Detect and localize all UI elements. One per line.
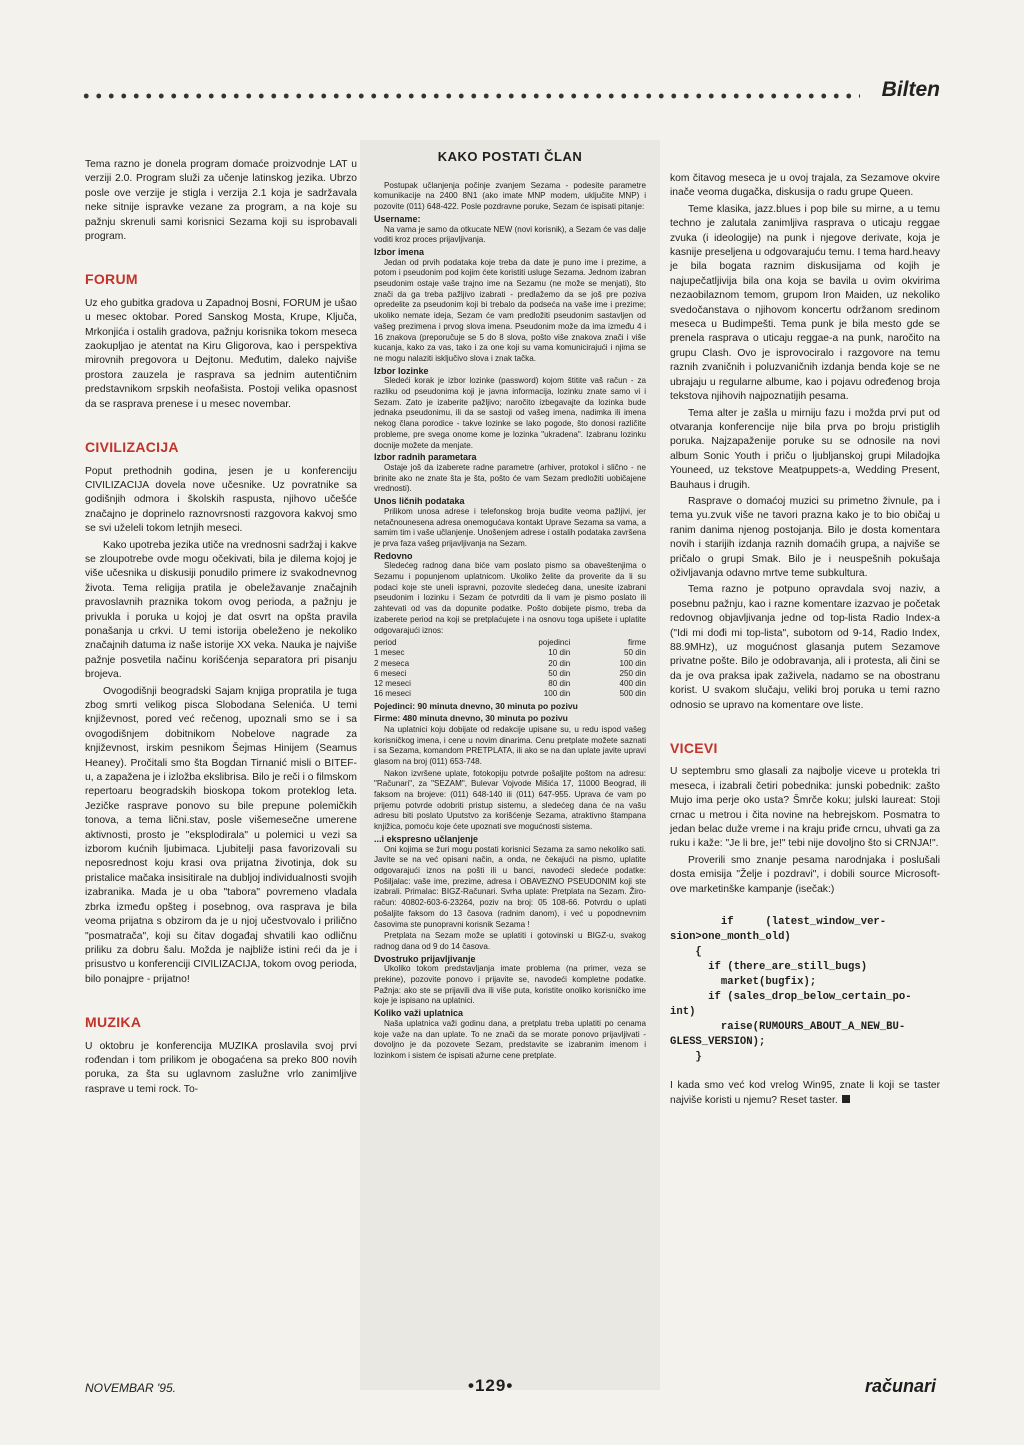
table-row <box>374 648 646 658</box>
left-column <box>85 158 357 1099</box>
lozinke-paragraph: Sledeći korak je izbor lozinke (password) kojom štitite vaš račun - za razliku od pseudonima koji je javna informacija, lozinku znate samo vi i Sezam. Zato je izaberite pažljivo; naročito izbegavajte da lozinka bude jednaka pseudonimu, ili da se sastoji od vašeg imena, nadimka ili imena nekog člana porodice - takve lozinke se lako pogode, što donosi različite probleme, pre svega onome kome je lozinka "ukradena". Izabranu lozinku docnije možete da menjate. <box>374 376 646 450</box>
right-paragraph-2: Teme klasika, jazz.blues i pop bile su mirne, a u temu techno je zalutala zanimljiva rasprava o uticaju reggae zvuka (i ideologije) na punk i njegove derivate, koja je kasnije preseljena u odgovarajuću temu. I tema hard.heavy je bila bogata raznim diskusijama od kojih je najupečatljivija bila ona koja se bavila u ovim okvirima nezaobilaznom temom, grupom Iron Maiden, uz nekoliko svedočanstava o njihovom koncertu održanom sredinom meseca u Budimpešti. Tema punk je bila mesto gde se prenela rasprava o uticaju reggae-a na punk, naročito na grupu Clash. Ovo je isprovociralo i razgovore na temu raznih zvaničnih i poluzvaničnih izdanja benda koje se ne ubrajaju u regularne albume, kao i pojavu određenog broja tekstova njihovih najpoznatijih pesama. <box>670 203 940 403</box>
price-header-pojedinci: pojedinci <box>538 638 571 648</box>
price-cell: 10 din <box>548 648 571 658</box>
price-cell: 100 din <box>619 658 646 668</box>
table-row <box>374 679 646 689</box>
sidebar-title: KAKO POSTATI ČLAN <box>437 149 583 164</box>
nakon-paragraph: Nakon izvršene uplate, fotokopiju potvrde pošaljite poštom na adresu: "Računari", za "SEZAM", Bulevar Vojvode Mišića 17, 11000 Beograd, ili faksom na brojeve: (011) 648-140 ili (011) 647-955. Uprava će vam po prijemu potvrde odobriti pristup sistemu, a sledećeg dana će na vašu adresu biti poslato Uputstvo za korišćenje Sezama, atraktivno štampana knjižica, pomoću koje ćete upoznati sve mogućnosti sistema. <box>374 768 646 832</box>
code-snippet: if (latest_window_ver- sion>one_month_old) { if (there_are_still_bugs) market(bugfix); if (sales_drop_below_certain_po- int) raise(RUMOURS_ABOUT_A_NEW_BU- GLESS_VERSION); } <box>670 916 912 1064</box>
table-row <box>374 669 646 679</box>
forum-paragraph: Uz eho gubitka gradova u Zapadnoj Bosni, FORUM je ušao u mesec oktobar. Pored Sanskog Mosta, Krupe, Ključa, Mrkonjića i ostalih gradova, pažnju korisnika tokom meseca zaokupljao je atentat na Kiru Gligorova, kao i perspektiva mirovnih pregovora u Dejtonu. Međutim, daleko najviše prostora zauzela je rasprava sa jednim autentičnim predstavnikom srpskih neofašista. Postoji velika opasnost da se rasprava prenese i u mesec novembar. <box>85 297 357 410</box>
footer-date: NOVEMBAR '95. <box>85 1381 176 1395</box>
uplatnici-paragraph: Na uplatnici koju dobijate od redakcije upisane su, u redu ispod vašeg korisničkog imena, i cene u novim dinarima. Cenu pretplate možete saznati i sa Sezama, komandom PRETPLATA, ili ako se na dan uplate javite upravi glasom na broj (011) 653-748. <box>374 724 646 766</box>
ekspresno-paragraph: Oni kojima se žuri mogu postati korisnici Sezama za samo nekoliko sati. Javite se na već opisani način, a onda, ne čekajući na pismo, uplatite odgovarajući iznos na pošti ili u banci, navodeći sledeće podatke: Pošiljalac: vaše ime, prezime, adresa i OBAVEZNO PSEUDONIM koji ste izabrali. Primalac: BIGZ-Računari. Svrha uplate: Pretplata na Sezam. Žiro-račun: 40802-603-6-23264, poziv na broj: 05 108-66. Potvrdu o uplati pošaljite faksom do 13 časova (radnim danom), i već u popodnevnim časovima ste punopravni korisnik Sezama ! <box>374 844 646 929</box>
table-row <box>374 659 646 669</box>
dvostruko-paragraph: Ukoliko tokom predstavljanja imate problema (na primer, veza se prekine), pozovite ponovo i prijavite se, navodeći kompletne podatke. Pažnja: ako ste se prijavili dva ili više puta, koristite onoliko korisničko ime koje je ispisano na uplatnici. <box>374 964 646 1006</box>
price-cell: 100 din <box>543 689 571 699</box>
price-header-period: period <box>374 638 397 648</box>
licnih-heading: Unos ličnih podataka <box>374 496 465 507</box>
price-cell: 250 din <box>619 668 646 678</box>
vicevi-paragraph-2: Proverili smo znanje pesama narodnjaka i poslušali dosta emisija "Želje i pozdravi", i dobili source Microsoft-ove marketinške kampanje (isečak:) <box>670 854 940 895</box>
ime-heading: Izbor imena <box>374 246 425 257</box>
civ-paragraph-1: Poput prethodnih godina, jesen je u konferenciju CIVILIZACIJA dovela nove učesnike. Uz povratnike sa godišnjih odmora i školskih raspusta, njihovo učešće značajno je doprinelo raznovrsnosti razgovora kakvoj smo se svi uželeli tokom letnjih meseci. <box>85 465 357 535</box>
sidebar-intro: Postupak učlanjenja počinje zvanjem Sezama - podesite parametre komunikacije na 2400 8N1 (ako imate MNP modem, uključite MNP) i pozovite (011) 648-422. Posle pozdravne poruke, Sezam će ispisati pitanje: <box>374 180 646 212</box>
intro-paragraph: Tema razno je donela program domaće proizvodnje LAT u verziji 2.0. Program služi za učenje latinskog jezika. Ubrzo posle ove verzije je stigla i verzija 2.1 koja je sadržavala neke sitnije ispravke vezane za program, a na koje su pažnju skrenuli sami korisnici Sezama koji su isprobavali program. <box>85 159 357 243</box>
price-cell: 2 meseca <box>374 658 410 668</box>
civ-paragraph-2: Kako upotreba jezika utiče na vrednosni sadržaj i kakve se zloupotrebe ovde mogu očekivati, bila je dilema kojoj je više učesnika u diskusiji ponudilo primere iz svakodnevnog života. Tema religija pratila je obeležavanje značajnih pravoslavnih praznika tokom ovog perioda, a pažnju je privukla i poruka u kojoj je dat osvrt na opšta pravila ponašanja u crkvi. U temi istorija obeleženo je nekoliko značajnih datuma iz naše istorije XX veka. Nauka je najviše pažnje posvetila načinu korišćenja separatora pri pisanju brojeva. <box>85 539 357 681</box>
username-heading: Username: <box>374 213 421 224</box>
firme-limit: Firme: 480 minuta dnevno, 30 minuta po pozivu <box>374 713 568 724</box>
price-cell: 50 din <box>548 668 571 678</box>
price-cell: 12 meseci <box>374 679 411 689</box>
price-table <box>374 638 646 699</box>
muzika-paragraph: U oktobru je konferencija MUZIKA proslavila svoj prvi rođendan i tom prilikom je obogaćena sa preko 800 novih poruka, za šta su uglavnom zaslužne vrlo zanimljive rasprave u temi rock. To- <box>85 1040 357 1095</box>
closing-text: I kada smo već kod vrelog Win95, znate li koji se taster najviše koristi u njemu? Reset taster. <box>670 1080 940 1106</box>
price-header-row <box>374 638 646 648</box>
redovno-paragraph: Sledećeg radnog dana biće vam poslato pismo sa obaveštenjima o Sezamu i popunjenom uplatnicom. Ukoliko želite da proverite da li su podaci koje ste uneli ispravni, pozovite sledećeg dana, unesite izabrani pseudonim i lozinku i Sezam će potvrditi da li vam je pismo poslato ili zahtevati od vas da dopunite podatke. Pošto dobijete pismo, treba da izaberete period na koji se pretplaćujete i na osnovu toga upišete i uplatite odgovarajući iznos: <box>374 561 646 635</box>
price-cell: 6 meseci <box>374 668 407 678</box>
right-paragraph-4: Rasprave o domaćoj muzici su primetno živnule, pa i tema yu.zvuk više ne tavori prazna kako je to bio običaj u ranim danima njenog postojanja. Bilo je dosta komentara novih i starijih izdanja raznih domaćih grupa, a najviše se pričalo o grupi Smak. Bilo je i neuspešnih pokušaja oživljavanja odavno mrtve teme subkultura. <box>670 495 940 579</box>
right-paragraph-5: Tema razno je potpuno opravdala svoj naziv, a posebnu pažnju, kao i razne komentare izazvao je početak redovnog objavljivanja jedne od top-lista Radio Index-a ("Idi mi dođi mi top-lista", subotom od 9-14, Radio Index, 88.9MHz), uz mogućnost glasanja putem Sezamove privatne pošte. Bilo je odobravanja, ali i protesta, ali čini se da je ova praksa ipak zaživela, nadamo se na obostranu korist. U svakom slučaju, veliki broj poruka u temi razno odnosio se upravo na komentare ove liste. <box>670 584 940 711</box>
page-header <box>80 78 940 118</box>
price-cell: 400 din <box>619 679 646 689</box>
table-row <box>374 689 646 699</box>
price-cell: 1 mesec <box>374 648 405 658</box>
pretplata-paragraph: Pretplata na Sezam može se uplatiti i gotovinski u BIGZ-u, svakog radnog dana od 9 do 14 časova. <box>374 931 646 951</box>
username-paragraph: Na vama je samo da otkucate NEW (novi korisnik), a Sezam će vas dalje voditi kroz proces prijavljivanja. <box>374 224 646 245</box>
vicevi-paragraph-1: U septembru smo glasali za najbolje viceve u protekla tri meseca, i izabrali četiri pobednika: junski pobednik: zašto Mujo ima perje oko usta? Šmrče koku; julski laureat: Stoji crnac u metrou i čita novine na hebrejskom. Posmatra to jedan belac duže vreme i na kraju priđe crncu, uhvati ga za ruku i kaže: "Je li bre, je!" tebi nije dovoljno što si CRNJA!". <box>670 766 940 850</box>
section-title: Bilten <box>881 78 940 101</box>
koliko-heading: Koliko važi uplatnica <box>374 1008 464 1019</box>
dotted-rule <box>80 90 860 102</box>
page-number: •129• <box>468 1376 514 1395</box>
right-paragraph-1: kom čitavog meseca je u ovoj trajala, za Sezamove okvire inače veoma dugačka, diskusija o radu grupe Queen. <box>670 173 940 199</box>
forum-heading: FORUM <box>85 271 138 288</box>
redovno-heading: Redovno <box>374 550 413 561</box>
price-cell: 50 din <box>623 648 646 658</box>
closing-paragraph <box>670 1079 940 1108</box>
price-cell: 80 din <box>548 679 571 689</box>
licnih-paragraph: Prilikom unosa adrese i telefonskog broja budite veoma pažljivi, jer netačnounesena adresa onemogućava kontakt Uprave Sezama sa vama, a samim tim i vaše učlanjenje. Unošenjem adrese i ostalih podataka završena je prva faza vašeg prijavljivanja na Sezam. <box>374 506 646 548</box>
muzika-heading: MUZIKA <box>85 1014 142 1031</box>
radnih-heading: Izbor radnih parametara <box>374 452 477 463</box>
price-cell: 20 din <box>548 658 571 668</box>
pojedinci-limit: Pojedinci: 90 minuta dnevno, 30 minuta po pozivu <box>374 701 578 712</box>
koliko-paragraph: Naša uplatnica važi godinu dana, a pretplatu treba uplatiti po cenama koje važe na dan uplate. To ne znači da se morate ponovo prijavljivati - dovoljno je da pozovete Sezam, predstavite se izabranim imenom i lozinkom i sistem će ispisati ažurne cene pretplate. <box>374 1018 646 1060</box>
lozinke-heading: Izbor lozinke <box>374 365 429 376</box>
civilizacija-heading: CIVILIZACIJA <box>85 439 179 456</box>
end-square-icon <box>842 1095 850 1103</box>
magazine-logo: računari <box>864 1376 936 1396</box>
ekspresno-heading: ...i ekspresno učlanjenje <box>374 833 479 844</box>
ime-paragraph: Jedan od prvih podataka koje treba da date je puno ime i prezime, a potom i pseudonim pod kojim ćete koristiti usluge Sezama. Jednom izabran pseudonim ostaje vaše trajno ime na Sezamu (ne može se menjati), što znači da ga treba pažljivo izabrati - predlažemo da se još pre poziva opredelite za pseudonim koji bi trebalo da podseća na vaše ime i prezime; ukoliko nemate ideja, Sezam će vam predložiti pseudonim sastavljen od vašeg prezimena i prvog slova imena. Pseudonim može da ima između 4 i 16 znakova (preporučuje se 5 do 8 slova, pošto više znakova znači i više kucanja, kako za vas, tako i za one koji su vama komunicirajući i njima se ne mogu nalaziti isključivo slova i znak tačka. <box>374 257 646 363</box>
price-cell: 500 din <box>619 689 646 699</box>
dvostruko-heading: Dvostruko prijavljivanje <box>374 953 476 964</box>
civ-paragraph-3: Ovogodišnji beogradski Sajam knjiga propratila je tuga zbog smrti velikog pisca Slobodana Selenića. U temi književnost, pored već rečenog, upoznali smo se i sa ovogodišnjem dobitnikom Nobelove nagrade za književnost, irskim pesnikom Šejmas Hinijem (Seamus Heaney). Pročitali smo šta Bogdan Tirnanić misli o BITEF-u, a zapažena je i izložba ekslibrisa. Bilo je reči i o filmskom repertoaru beogradskih bioskopa tokom proteklog leta. Jezičke rasprave ponovo su bile prepune polemičkih tonova, a tema lični.stav, posle višemesečne umerene aktivnosti, prosto je "eksplodirala" u polemici u vezi sa izborom kućnih ljubimaca. Ljubitelji pasa favorizovali su neposrednost koju krasi ova prijatna životinja, dok su pristalice mačaka insisitirale na dubljoj individualnosti svojih izabranika. Mada je u oba "tabora" povremeno vladala zbrka između opšteg i posebnog, ova rasprava je bila veoma prijatna s obzirom da je u njoj učestvovalo i prilično "posmatrača", koji su čitav događaj shvatili kao odličnu priliku za dobru šalu. Možda je najbliže istini reći da je i prisustvo u konferenciji CIVILIZACIJA, tokom ovog perioda, bilo ponajpre - prijatno! <box>85 685 357 985</box>
radnih-paragraph: Ostaje još da izaberete radne parametre (arhiver, protokol i slično - ne brinite ako ne znate šta je šta, pošto će vam Sezam predložiti uobičajene vrednosti). <box>374 462 646 494</box>
vicevi-heading: VICEVI <box>670 740 718 757</box>
right-column <box>670 172 940 1110</box>
right-paragraph-3: Tema alter je zašla u mirniju fazu i možda prvi put od otvaranja konferencije nije bila prva po broju pristiglih poruka. Najzapaženije poruke su se odnosile na novi album Sonic Youth i priču o ljubljanskoj grupi Miladojka Youneed, uz tekstove Meatpuppets-a, Wedding Present, Bauhaus i drugih. <box>670 407 940 491</box>
price-cell: 16 meseci <box>374 689 411 699</box>
price-header-firme: firme <box>628 638 646 648</box>
membership-sidebar <box>360 140 660 1390</box>
